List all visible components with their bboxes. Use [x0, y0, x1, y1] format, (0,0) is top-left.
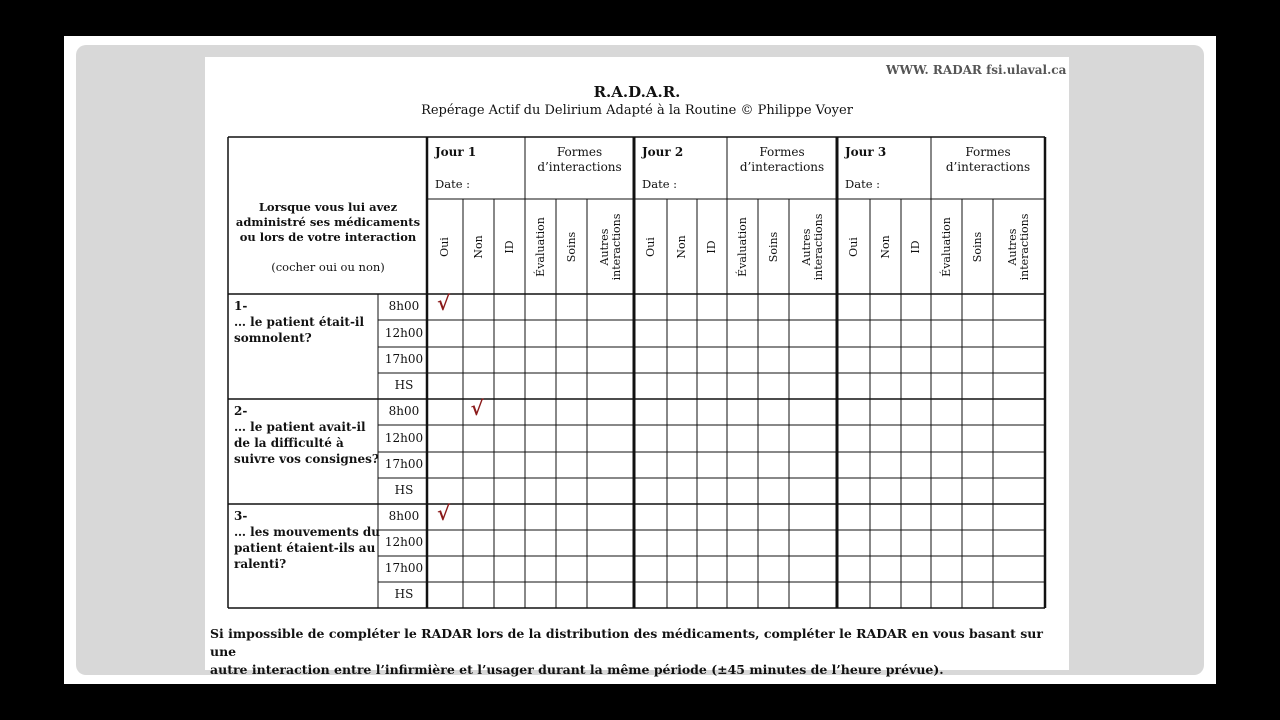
formes-label: d’interactions	[537, 160, 622, 174]
column-label: Autres interactions	[800, 213, 825, 280]
time-label: 17h00	[384, 352, 424, 366]
day-label: Jour 2	[642, 145, 684, 159]
column-label: Évaluation	[533, 216, 547, 277]
formes-label: d’interactions	[945, 160, 1031, 174]
day-label: Jour 3	[845, 145, 887, 159]
column-label: Oui	[438, 236, 451, 257]
date-label: Date :	[642, 177, 678, 191]
footnote-line-1: Si impossible de compléter le RADAR lors de la distribution des médicaments, compléter le RADAR en vous basant sur une	[210, 626, 1043, 659]
date-label: Date :	[435, 177, 471, 191]
time-label: 17h00	[384, 457, 424, 471]
column-label: ID	[909, 239, 922, 254]
time-label: 17h00	[384, 561, 424, 575]
question-number: 1-	[234, 299, 248, 313]
formes-label: Formes	[759, 145, 805, 159]
formes-label: d’interactions	[739, 160, 825, 174]
question-number: 2-	[234, 404, 248, 418]
time-label: 12h00	[384, 325, 424, 340]
form-subtitle: Repérage Actif du Delirium Adapté à la Routine © Philippe Voyer	[421, 103, 853, 118]
column-label: Soins	[564, 231, 578, 262]
date-label: Date :	[845, 177, 881, 191]
time-label: 8h00	[388, 509, 420, 523]
checkmark: √	[470, 396, 484, 420]
column-label: Non	[471, 234, 485, 259]
time-label: 8h00	[388, 404, 420, 418]
column-label: Évaluation	[939, 216, 953, 277]
footnote	[210, 625, 1060, 679]
column-label: ID	[502, 239, 516, 254]
question-text: patient étaient-ils au	[234, 541, 376, 555]
website-url: WWW. RADAR fsi.ulaval.ca	[886, 63, 1067, 77]
column-label: Soins	[970, 231, 984, 262]
instruction-line-4: (cocher oui ou non)	[271, 260, 385, 274]
column-label: ID	[705, 239, 718, 254]
form-title: R.A.D.A.R.	[593, 83, 681, 101]
column-label: Autres interactions	[1006, 213, 1031, 280]
time-label: 8h00	[388, 299, 420, 313]
instruction-line-2: administré ses médicaments	[235, 215, 421, 229]
question-text: … le patient était-il	[234, 315, 365, 329]
formes-label: Formes	[556, 145, 603, 159]
column-label: Soins	[766, 231, 780, 262]
time-label: HS	[394, 378, 414, 392]
column-label: Non	[675, 234, 688, 259]
question-text: ralenti?	[234, 557, 287, 571]
question-text: … les mouvements du	[234, 525, 380, 539]
instruction-line-1: Lorsque vous lui avez	[258, 200, 398, 214]
column-label: Évaluation	[735, 216, 749, 277]
instruction-line-3: ou lors de votre interaction	[239, 230, 417, 244]
formes-label: Formes	[965, 145, 1011, 159]
time-label: HS	[394, 587, 414, 601]
checkmark: √	[437, 291, 451, 315]
column-label: Oui	[643, 236, 657, 257]
column-label: Autres interactions	[597, 213, 623, 280]
question-number: 3-	[234, 509, 248, 523]
question-text: somnolent?	[234, 331, 312, 345]
question-text: suivre vos consignes?	[234, 452, 379, 466]
time-label: 12h00	[384, 430, 424, 445]
footnote-line-2: autre interaction entre l’infirmière et l’usager durant la même période (±45 minutes de l’heure prévue).	[210, 662, 944, 677]
column-label: Oui	[846, 236, 860, 257]
day-label: Jour 1	[435, 145, 477, 159]
time-label: HS	[394, 483, 414, 497]
column-label: Non	[878, 234, 892, 259]
question-text: de la difficulté à	[234, 436, 344, 450]
checkmark: √	[437, 501, 451, 525]
question-text: … le patient avait-il	[234, 420, 366, 434]
time-label: 12h00	[384, 535, 424, 549]
